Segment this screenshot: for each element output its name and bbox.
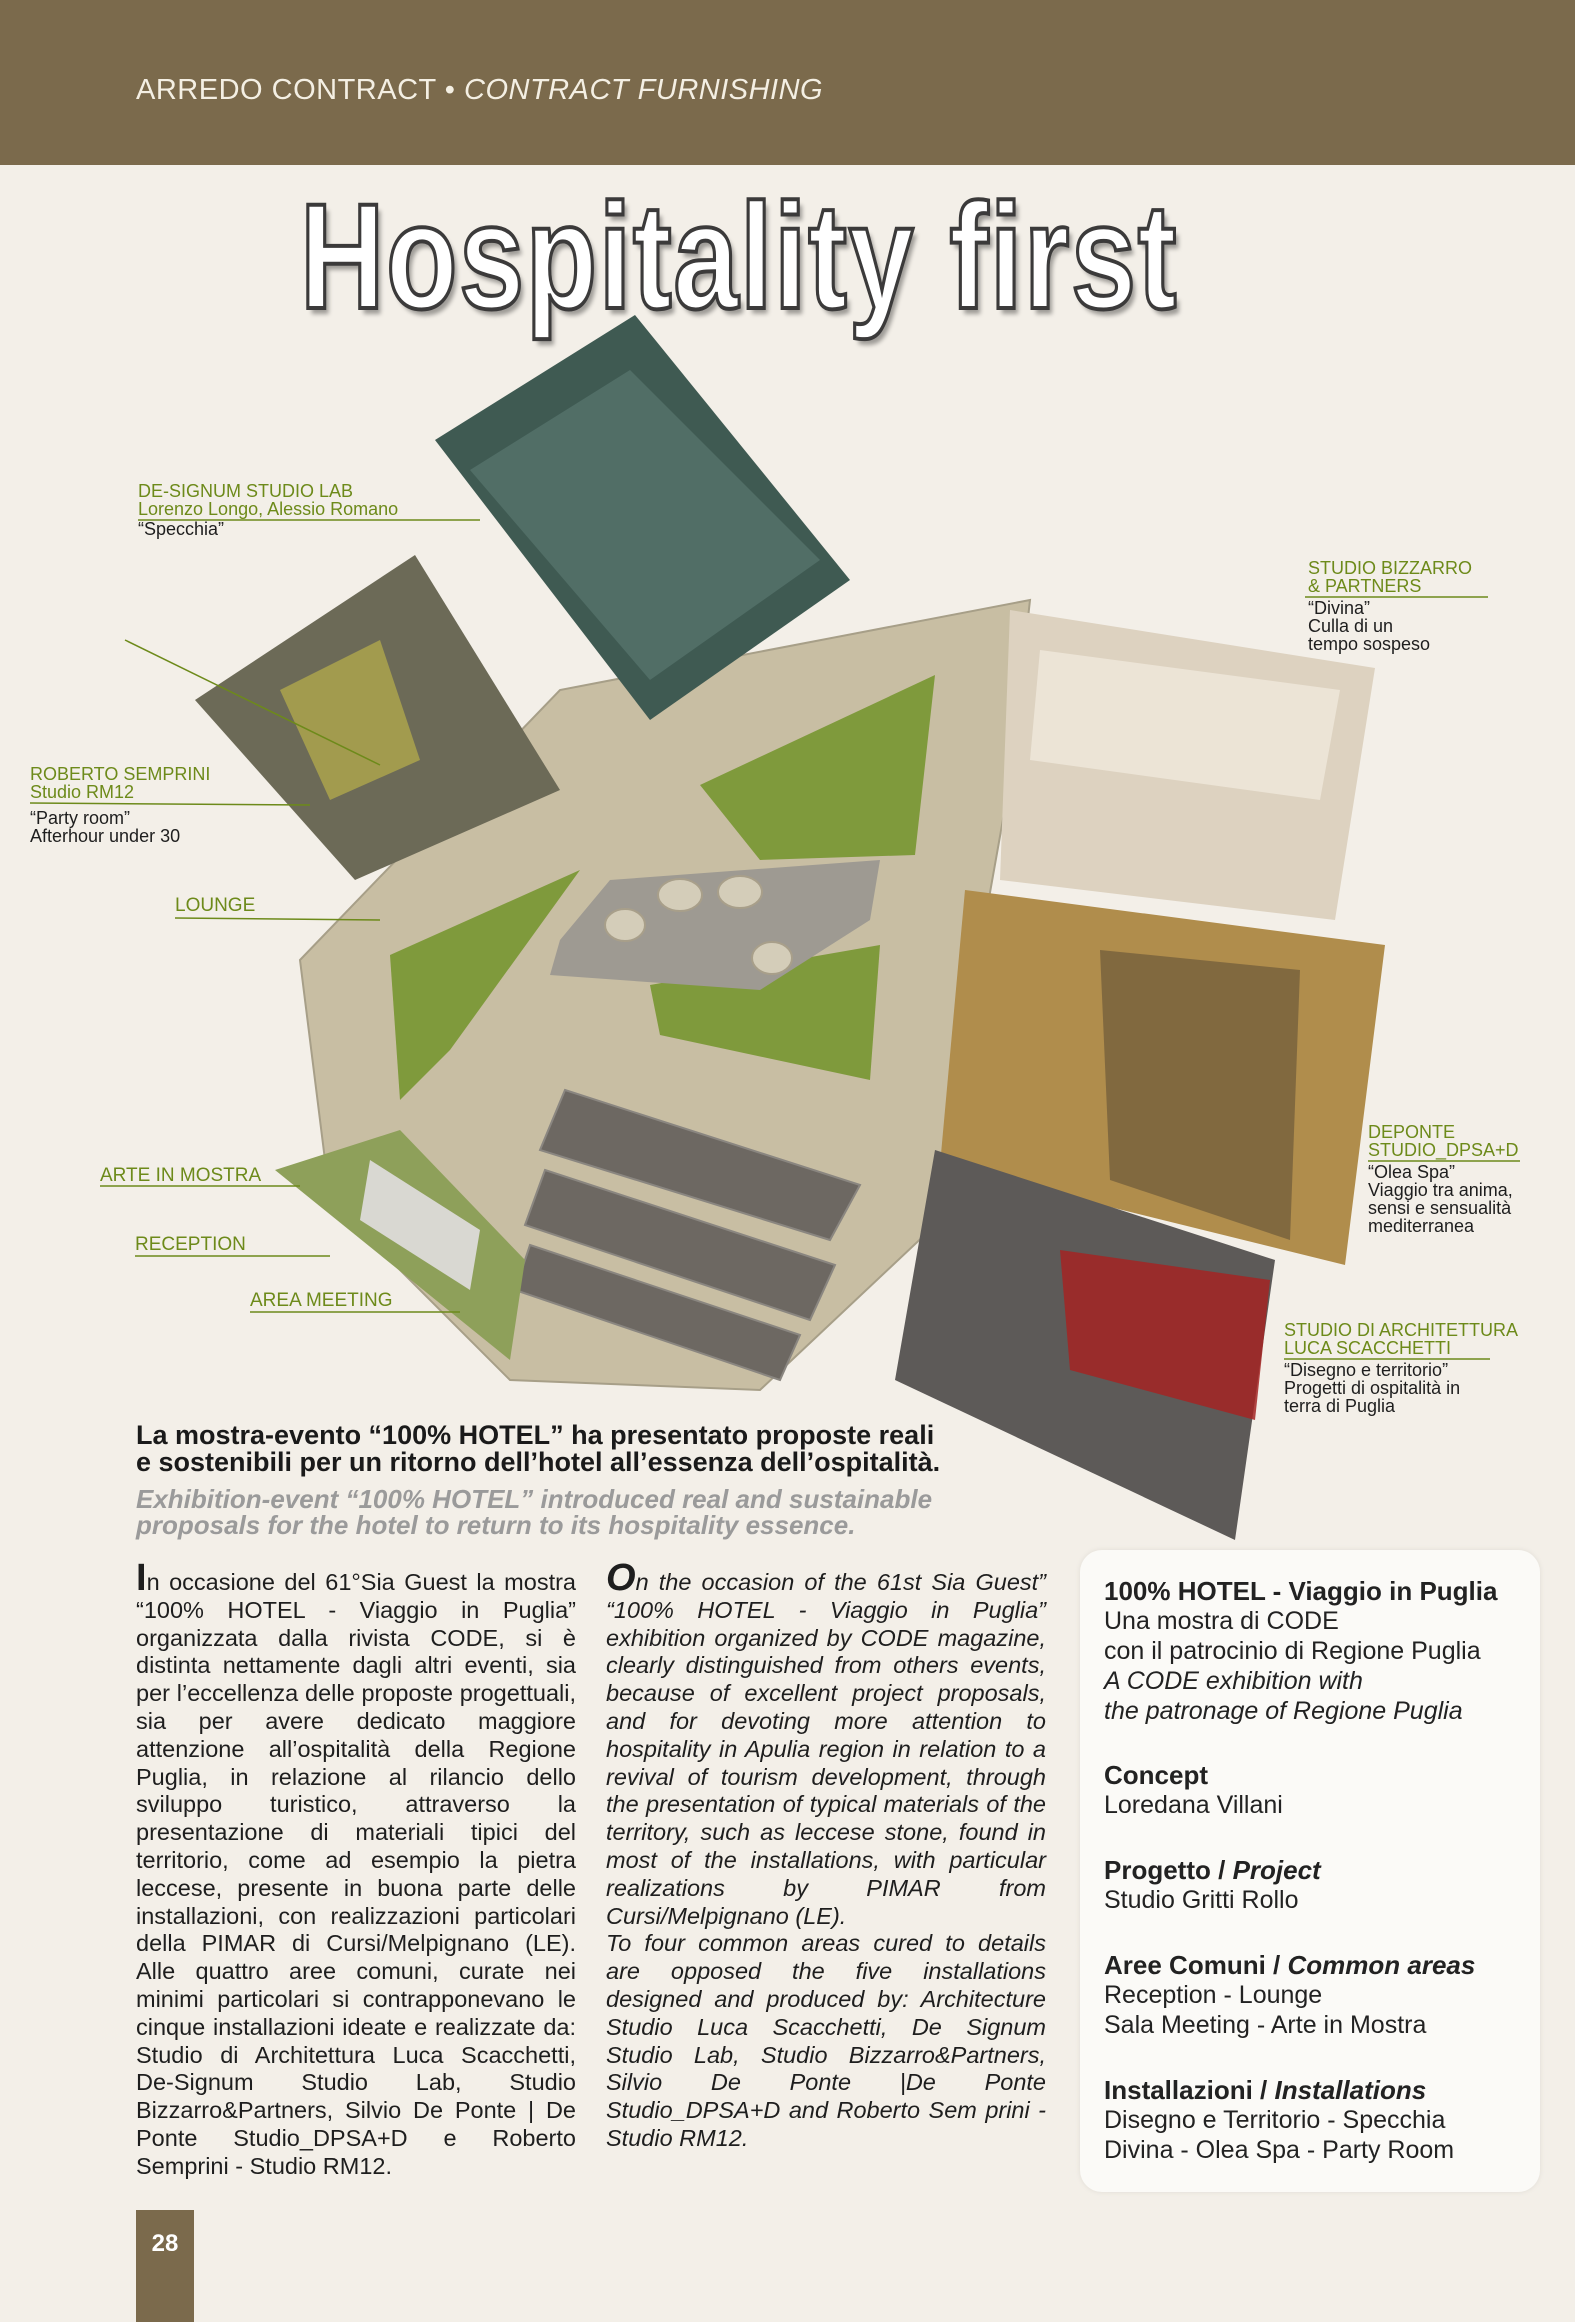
body-english: On the occasion of the 61st Sia Guest” “100% HOTEL - Viaggio in Puglia” exhibition organized by CODE magazine, clearly distinguished from others events, because of excellent project proposals, and for devoting more attention to hospitality in Apulia region in relation to a revival of tourism development, through the presentation of typical materials of the territory, such as leccese stone, found in most of the installations, with particular realizations by PIMAR from Cursi/Melpignano (LE). To four common areas cured to details are opposed the five installations designed and produced by: Architecture Studio Luca Scacchetti, De Signum Studio Lab, Studio Bizzarro&Partners, Silvio De Ponte |De Ponte Studio_DPSA+D and Roberto Sem prini - Studio RM12. xyxy=(606,1557,1046,2151)
page-number: 28 xyxy=(136,2210,194,2322)
area-label-meeting: AREA MEETING xyxy=(250,1290,393,1311)
section-title: ARREDO CONTRACT • CONTRACT FURNISHING xyxy=(136,74,824,106)
label-semprini: ROBERTO SEMPRINI Studio RM12 “Party room” Afterhour under 30 xyxy=(30,764,211,846)
label-designum: DE-SIGNUM STUDIO LAB Lorenzo Longo, Alessio Romano “Specchia” xyxy=(138,481,399,539)
label-scacchetti: STUDIO DI ARCHITETTURA LUCA SCACCHETTI “Disegno e territorio” Progetti di ospitalità in terra di Puglia xyxy=(1284,1320,1519,1416)
area-label-lounge: LOUNGE xyxy=(175,895,256,916)
area-label-reception: RECEPTION xyxy=(135,1234,246,1255)
area-label-arte: ARTE IN MOSTRA xyxy=(100,1165,262,1186)
info-progetto: Progetto / Project Studio Gritti Rollo xyxy=(1104,1855,1321,1914)
intro-italian: La mostra-evento “100% HOTEL” ha presentato proposte reali e sostenibili per un ritorno dell’hotel all’essenza dell’ospitalità. xyxy=(136,1420,941,1477)
info-installazioni: Installazioni / Installations Disegno e Territorio - Specchia Divina - Olea Spa - Party Room xyxy=(1104,2075,1455,2164)
label-bizzarro: STUDIO BIZZARRO & PARTNERS “Divina” Culla di un tempo sospeso xyxy=(1308,558,1473,654)
body-italian: In occasione del 61°Sia Guest la mostra “100% HOTEL - Viaggio in Puglia” organizzata dalla rivista CODE, si è distinta nettamente dagli altri eventi, sia per l’eccellenza delle proposte progettuali, sia per avere dedicato maggiore attenzione all’ospitalità della Regione Puglia, in relazione al rilancio dello sviluppo turistico, attraverso la presentazione di materiali tipici del territorio, come ad esempio la pietra leccese, presente in buona parte delle installazioni, con realizzazioni particolari della PIMAR di Cursi/Melpignano (LE). Alle quattro aree comuni, curate nei minimi particolari si contrapponevano le cinque installazioni ideate e realizzate da: Studio di Architettura Luca Scacchetti, De-Signum Studio Lab, Studio Bizzarro&Partners, Silvio De Ponte | De Ponte Studio_DPSA+D e Roberto Semprini - Studio RM12. xyxy=(136,1557,576,2179)
info-box xyxy=(1080,1550,1540,2192)
intro-english: Exhibition-event “100% HOTEL” introduced real and sustainable proposals for the hotel to return to its hospitality essence. xyxy=(136,1484,933,1540)
info-concept: Concept Loredana Villani xyxy=(1104,1760,1283,1819)
info-aree: Aree Comuni / Common areas Reception - Lounge Sala Meeting - Arte in Mostra xyxy=(1104,1950,1476,2039)
intro xyxy=(136,1422,996,1538)
info-main: 100% HOTEL - Viaggio in Puglia Una mostra di CODE con il patrocinio di Regione Puglia A CODE exhibition with the patronage of Regione Puglia xyxy=(1104,1576,1498,1725)
page-title: Hospitality first xyxy=(300,172,1179,340)
label-deponte: DEPONTE STUDIO_DPSA+D “Olea Spa” Viaggio tra anima, sensi e sensualità mediterranea xyxy=(1368,1122,1519,1236)
